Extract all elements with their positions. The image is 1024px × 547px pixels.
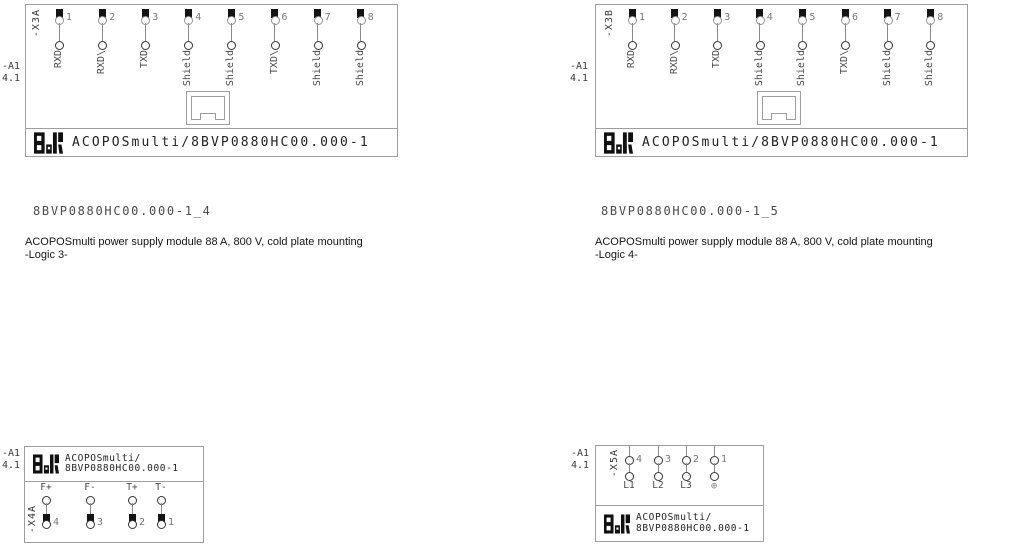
pin-signal-label: TXD\ <box>839 50 850 75</box>
part-line2: 8BVP0880HC00.000-1 <box>65 463 179 474</box>
pin-contact-circle <box>671 16 680 25</box>
module-part-number <box>636 513 750 534</box>
cross-reference <box>570 61 588 85</box>
ref-sheet: 4.1 <box>2 460 21 471</box>
pin-signal-label: T- <box>155 482 167 493</box>
pin-wire <box>145 23 146 41</box>
part-line1: ACOPOSmulti/ <box>636 512 712 523</box>
pin-circle <box>157 496 166 505</box>
pin-number: 8 <box>367 12 374 23</box>
pin-circle <box>128 496 137 505</box>
pin-number: 5 <box>809 12 816 23</box>
bnr-logo-icon <box>34 132 63 154</box>
pin-number: 7 <box>324 12 331 23</box>
module-part-number <box>65 454 179 475</box>
pin-circle <box>710 456 719 465</box>
pin-number: 4 <box>636 454 643 465</box>
ref-sheet: 4.1 <box>2 73 21 84</box>
article-description-left <box>25 236 363 261</box>
rj45-connector-icon <box>186 91 230 125</box>
pin-circle <box>798 41 807 50</box>
pin-contact-circle <box>713 16 722 25</box>
pin-number: 2 <box>693 454 700 465</box>
pin-circle <box>756 41 765 50</box>
pin-contact-circle <box>798 16 807 25</box>
pin-contact-circle <box>314 16 323 25</box>
pin-contact-circle <box>184 16 193 25</box>
earth-symbol: ⊕ <box>710 480 718 492</box>
pin-signal-label: Shield <box>182 50 194 87</box>
pin-signal-label: TXD <box>139 50 151 69</box>
pin-wire <box>188 23 189 41</box>
pin-circle <box>671 41 680 50</box>
pin-wire <box>231 23 232 41</box>
pin-number: 1 <box>168 517 175 528</box>
pin-circle <box>184 41 193 50</box>
pin-circle <box>628 41 637 50</box>
pin-contact-circle <box>141 16 150 25</box>
pin-wire <box>717 23 718 41</box>
pin-signal-label: TXD\ <box>268 50 280 75</box>
ref-device: -A1 <box>2 61 21 72</box>
pin-circle <box>884 41 893 50</box>
pin-contact-circle <box>756 16 765 25</box>
pin-contact-circle <box>98 16 107 25</box>
module-label-band <box>596 505 763 541</box>
cross-reference <box>2 61 20 85</box>
pin-circle <box>682 456 691 465</box>
part-line1: ACOPOSmulti/ <box>65 452 141 464</box>
pin-number: 2 <box>109 12 116 23</box>
pin-wire <box>759 23 760 41</box>
description-text: ACOPOSmulti power supply module 88 A, 800 V, cold plate mounting <box>595 236 933 248</box>
terminal-block-x3a <box>25 4 398 157</box>
bnr-logo-icon <box>604 132 633 154</box>
pin-wire <box>714 463 715 472</box>
pin-wire <box>274 23 275 41</box>
ref-device: -A1 <box>571 448 590 459</box>
pin-signal-label: Shield <box>225 50 237 87</box>
terminal-name-x4a: -X4A <box>27 505 38 534</box>
pin-signal-label: RXD\ <box>96 50 108 75</box>
pin-circle <box>926 41 935 50</box>
pin-wire <box>686 463 687 472</box>
pin-circle <box>713 41 722 50</box>
pin-signal-label: RXD\ <box>668 50 680 75</box>
pin-number: 7 <box>894 12 901 23</box>
pin-number: 8 <box>937 12 944 23</box>
ref-device: -A1 <box>570 61 589 72</box>
pin-circle <box>625 456 634 465</box>
pin-contact-circle <box>227 16 236 25</box>
pin-contact-circle <box>841 16 850 25</box>
pin-number: 3 <box>152 12 159 23</box>
pin-number: 3 <box>97 517 104 528</box>
pin-circle <box>841 41 850 50</box>
pin-number: 3 <box>665 454 672 465</box>
pin-circle <box>42 496 51 505</box>
pin-number: 2 <box>681 12 688 23</box>
ref-device: -A1 <box>2 448 21 459</box>
pin-circle <box>141 41 150 50</box>
module-label-band <box>25 447 203 482</box>
pin-wire <box>887 23 888 41</box>
pin-contact-circle <box>628 16 637 25</box>
pin-contact-circle <box>271 16 280 25</box>
pin-number: 1 <box>639 12 646 23</box>
logic-text: -Logic 4- <box>595 248 638 261</box>
ref-sheet: 4.1 <box>571 460 590 471</box>
description-text: ACOPOSmulti power supply module 88 A, 800 V, cold plate mounting <box>25 236 363 248</box>
pin-wire <box>59 23 60 41</box>
pin-number: 6 <box>281 12 288 23</box>
module-label-band <box>26 128 397 156</box>
pin-signal-label: L2 <box>652 480 664 491</box>
pin-contact-circle <box>926 16 935 25</box>
pin-wire <box>629 463 630 472</box>
pin-number: 2 <box>139 517 146 528</box>
article-description-right <box>595 236 933 261</box>
pin-circle <box>227 41 236 50</box>
pin-number: 4 <box>195 12 202 23</box>
pin-contact-circle <box>884 16 893 25</box>
module-label-band <box>596 128 967 156</box>
pin-circle <box>86 496 95 505</box>
pin-contact-circle <box>42 520 51 529</box>
pin-wire <box>930 23 931 41</box>
terminal-name-x3a: -X3A <box>31 9 42 38</box>
pin-contact-circle <box>157 520 166 529</box>
cross-reference <box>2 448 20 472</box>
module-part-number: ACOPOSmulti/8BVP0880HC00.000-1 <box>642 135 940 150</box>
pin-circle <box>357 41 366 50</box>
pin-wire <box>658 463 659 472</box>
pin-signal-label: TXD <box>711 50 723 69</box>
terminal-block-x3b <box>595 4 968 157</box>
pin-signal-label: Shield <box>753 50 765 87</box>
pin-signal-label: L1 <box>623 480 635 491</box>
terminal-name-x3b: -X3B <box>604 9 615 38</box>
pin-signal-label: F- <box>84 482 96 493</box>
pin-signal-label: Shield <box>881 50 893 87</box>
terminal-block-x5a <box>595 445 764 542</box>
module-part-number: ACOPOSmulti/8BVP0880HC00.000-1 <box>72 135 370 150</box>
pin-number: 1 <box>66 12 73 23</box>
ref-sheet: 4.1 <box>570 73 589 84</box>
logic-text: -Logic 3- <box>25 248 68 261</box>
pin-signal-label: RXD <box>53 50 64 69</box>
pin-signal-label: Shield <box>924 50 936 87</box>
pin-circle <box>654 456 663 465</box>
pin-wire <box>845 23 846 41</box>
bnr-logo-icon <box>604 514 630 534</box>
article-number-left: 8BVP0880HC00.000-1_4 <box>33 204 212 218</box>
pin-wire <box>802 23 803 41</box>
pin-circle <box>271 41 280 50</box>
pin-number: 5 <box>238 12 245 23</box>
pin-signal-label: RXD <box>626 50 637 69</box>
cross-reference <box>571 448 589 472</box>
pin-wire <box>102 23 103 41</box>
pin-number: 4 <box>766 12 773 23</box>
pin-circle <box>314 41 323 50</box>
rj45-connector-icon <box>757 91 801 125</box>
pin-contact-circle <box>55 16 64 25</box>
pin-contact-circle <box>128 520 137 529</box>
pin-signal-label: F+ <box>40 482 52 493</box>
pin-wire <box>317 23 318 41</box>
pin-wire <box>632 23 633 41</box>
pin-signal-label: T+ <box>126 482 138 493</box>
pin-wire <box>674 23 675 41</box>
terminal-block-x4a <box>24 446 204 543</box>
article-number-right: 8BVP0880HC00.000-1_5 <box>601 204 780 218</box>
pin-contact-circle <box>357 16 366 25</box>
pin-signal-label: Shield <box>311 50 323 87</box>
pin-contact-circle <box>86 520 95 529</box>
terminal-name-x5a: -X5A <box>609 449 620 478</box>
bnr-logo-icon <box>33 454 59 474</box>
pin-circle <box>98 41 107 50</box>
pin-number: 1 <box>721 454 728 465</box>
pin-signal-label: Shield <box>796 50 808 87</box>
part-line2: 8BVP0880HC00.000-1 <box>636 522 750 534</box>
pin-number: 4 <box>53 517 60 528</box>
pin-circle <box>55 41 64 50</box>
pin-signal-label: L3 <box>680 480 692 491</box>
pin-wire <box>360 23 361 41</box>
pin-signal-label: Shield <box>354 50 366 87</box>
pin-number: 3 <box>724 12 731 23</box>
pin-number: 6 <box>852 12 859 23</box>
